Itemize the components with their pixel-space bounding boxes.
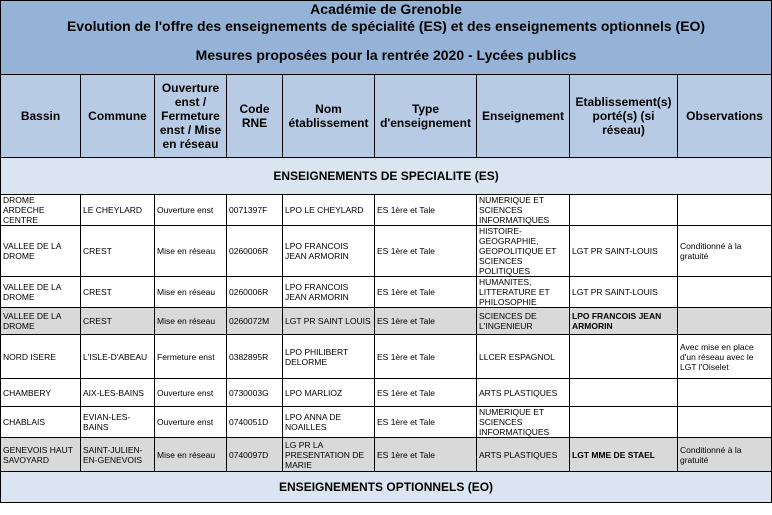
table-cell: Conditionné à la gratuité xyxy=(678,438,772,472)
section-title-eo: ENSEIGNEMENTS OPTIONNELS (EO) xyxy=(1,472,772,503)
table-cell: ES 1ère et Tale xyxy=(375,335,477,379)
col-commune: Commune xyxy=(81,75,155,158)
table-cell: LPO ANNA DE NOAILLES xyxy=(283,407,375,438)
col-type-enseignement: Type d'enseignement xyxy=(375,75,477,158)
table-cell: LGT PR SAINT-LOUIS xyxy=(570,277,678,308)
table-cell: L'ISLE-D'ABEAU xyxy=(81,335,155,379)
table-cell xyxy=(570,335,678,379)
table-cell: LGT PR SAINT LOUIS xyxy=(283,308,375,335)
table-cell: CHAMBERY xyxy=(1,379,81,407)
col-code-rne: Code RNE xyxy=(227,75,283,158)
column-header-row xyxy=(1,75,772,158)
report-header xyxy=(1,1,772,75)
table-row xyxy=(1,438,772,472)
table-cell: Ouverture enst xyxy=(155,379,227,407)
table-cell: LGT MME DE STAEL xyxy=(570,438,678,472)
table-cell: Mise en réseau xyxy=(155,438,227,472)
table-cell: Avec mise en place d'un réseau avec le LGT l'Oiselet xyxy=(678,335,772,379)
table-cell xyxy=(678,195,772,226)
table-cell: ES 1ère et Tale xyxy=(375,226,477,277)
table-row xyxy=(1,226,772,277)
col-nom-etablissement: Nom établissement xyxy=(283,75,375,158)
table-cell: EVIAN-LES-BAINS xyxy=(81,407,155,438)
table-cell: LLCER ESPAGNOL xyxy=(477,335,570,379)
table-cell xyxy=(678,308,772,335)
table-cell: Fermeture enst xyxy=(155,335,227,379)
table-row xyxy=(1,335,772,379)
table-cell: LGT PR SAINT-LOUIS xyxy=(570,226,678,277)
header-line-3: Mesures proposées pour la rentrée 2020 - Lycées publics xyxy=(195,47,577,63)
table-cell: Mise en réseau xyxy=(155,226,227,277)
table-cell: ARTS PLASTIQUES xyxy=(477,379,570,407)
table-cell: LPO FRANCOIS JEAN ARMORIN xyxy=(283,226,375,277)
table-cell: ES 1ère et Tale xyxy=(375,379,477,407)
table-cell: 0260072M xyxy=(227,308,283,335)
table-cell: VALLEE DE LA DROME xyxy=(1,308,81,335)
table-cell: Mise en réseau xyxy=(155,277,227,308)
table-cell: 0071397F xyxy=(227,195,283,226)
table-cell: NORD ISERE xyxy=(1,335,81,379)
table-row xyxy=(1,407,772,438)
table-cell: LPO MARLIOZ xyxy=(283,379,375,407)
table-cell xyxy=(570,407,678,438)
data-rows xyxy=(1,195,772,472)
table-cell: Ouverture enst xyxy=(155,195,227,226)
header-line-1: Académie de Grenoble xyxy=(310,1,462,17)
table-cell: VALLEE DE LA DROME xyxy=(1,277,81,308)
table-row xyxy=(1,379,772,407)
table-cell: 0382895R xyxy=(227,335,283,379)
table-cell: LG PR LA PRESENTATION DE MARIE xyxy=(283,438,375,472)
table-cell xyxy=(570,195,678,226)
table-cell: SAINT-JULIEN-EN-GENEVOIS xyxy=(81,438,155,472)
col-observations: Observations xyxy=(678,75,772,158)
table-cell: Conditionné à la gratuité xyxy=(678,226,772,277)
section-row-eo xyxy=(1,472,772,503)
table-cell: CHABLAIS xyxy=(1,407,81,438)
header-line-2: Evolution de l'offre des enseignements de spécialité (ES) et des enseignements optionnels (EO) xyxy=(66,18,706,34)
table-cell: LPO FRANCOIS JEAN ARMORIN xyxy=(570,308,678,335)
table-cell: LPO FRANCOIS JEAN ARMORIN xyxy=(283,277,375,308)
table-cell: 0740051D xyxy=(227,407,283,438)
table-cell xyxy=(678,379,772,407)
table-cell: ARTS PLASTIQUES xyxy=(477,438,570,472)
table-cell: 0260006R xyxy=(227,277,283,308)
table-cell: GENEVOIS HAUT SAVOYARD xyxy=(1,438,81,472)
col-etablissements-portes: Etablissement(s) porté(s) (si réseau) xyxy=(570,75,678,158)
table-cell: ES 1ère et Tale xyxy=(375,277,477,308)
table-cell: SCIENCES DE L'INGENIEUR xyxy=(477,308,570,335)
section-title-es: ENSEIGNEMENTS DE SPECIALITE (ES) xyxy=(1,158,772,195)
table-cell: CREST xyxy=(81,308,155,335)
table-row xyxy=(1,308,772,335)
section-row-es xyxy=(1,158,772,195)
table-cell: NUMERIQUE ET SCIENCES INFORMATIQUES xyxy=(477,195,570,226)
table-cell: LPO LE CHEYLARD xyxy=(283,195,375,226)
table-cell: ES 1ère et Tale xyxy=(375,308,477,335)
col-enseignement: Enseignement xyxy=(477,75,570,158)
table-cell: DROME ARDECHE CENTRE xyxy=(1,195,81,226)
table-cell: Mise en réseau xyxy=(155,308,227,335)
table-cell: 0730003G xyxy=(227,379,283,407)
table-cell: ES 1ère et Tale xyxy=(375,438,477,472)
table-cell xyxy=(570,379,678,407)
table-cell: 0260006R xyxy=(227,226,283,277)
table-cell: VALLEE DE LA DROME xyxy=(1,226,81,277)
table-row xyxy=(1,195,772,226)
table-cell: ES 1ère et Tale xyxy=(375,407,477,438)
table-cell: LPO PHILIBERT DELORME xyxy=(283,335,375,379)
table-cell: HISTOIRE-GEOGRAPHIE, GEOPOLITIQUE ET SCIENCES POLITIQUES xyxy=(477,226,570,277)
table-cell xyxy=(678,277,772,308)
table-cell: ES 1ère et Tale xyxy=(375,195,477,226)
table-cell: LE CHEYLARD xyxy=(81,195,155,226)
table-cell: NUMERIQUE ET SCIENCES INFORMATIQUES xyxy=(477,407,570,438)
table-cell: Ouverture enst xyxy=(155,407,227,438)
table-cell: CREST xyxy=(81,277,155,308)
table-cell: AIX-LES-BAINS xyxy=(81,379,155,407)
col-bassin: Bassin xyxy=(1,75,81,158)
table-cell: 0740097D xyxy=(227,438,283,472)
table-cell: HUMANITES, LITTERATURE ET PHILOSOPHIE xyxy=(477,277,570,308)
table-cell: CREST xyxy=(81,226,155,277)
table-cell xyxy=(678,407,772,438)
table-row xyxy=(1,277,772,308)
col-action: Ouverture enst / Fermeture enst / Mise en réseau xyxy=(155,75,227,158)
